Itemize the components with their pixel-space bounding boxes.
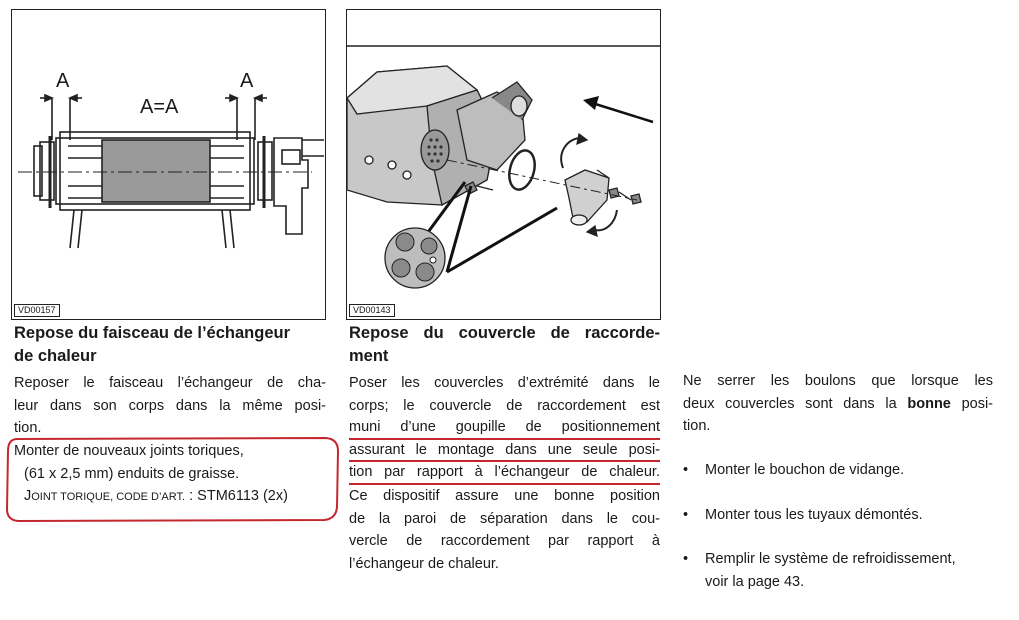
dimension-equation: A=A xyxy=(140,96,179,118)
paragraph-tightening: Ne serrer les boulons que lorsque les deux couvercles sont dans la bonne posi- tion. xyxy=(683,373,993,434)
part-reference: JOINT TORIQUE, CODE D’ART. : STM6113 (2x) xyxy=(24,488,288,504)
paragraph-cover-dispositif: Ce dispositif assure une bonne position de la paroi de séparation dans le cou- vercle de raccordement par rapport à l’échangeur de chaleur. xyxy=(349,488,660,572)
list-item: • Monter le bouchon de vidange. xyxy=(683,462,905,478)
figure-reference: VD00143 xyxy=(349,304,395,317)
dimension-label-right: A xyxy=(240,70,254,92)
dimension-label-left: A xyxy=(56,70,70,92)
paragraph-bundle-repose: Reposer le faisceau l’échangeur de cha- leur dans son corps dans la même posi- tion. xyxy=(14,375,326,436)
figure-heat-exchanger-bundle xyxy=(11,9,326,320)
section-heading-bundle: Repose du faisceau de l’échangeur de chaleur xyxy=(14,324,291,365)
heat-exchanger-drawing xyxy=(12,10,325,319)
figure-connection-cover xyxy=(346,9,661,320)
section-heading-cover: Repose du couvercle de raccorde- ment xyxy=(349,324,660,365)
list-item: • Remplir le système de refroidissement, voir la page 43. xyxy=(683,551,956,590)
connection-cover-drawing xyxy=(347,10,660,319)
paragraph-cover-repose: Poser les couvercles d’extrémité dans le corps; le couvercle de raccordement est muni d’une goupille de positionnement assurant le montage dans une seule posi- tion par rapport à l’échangeur de chaleur. xyxy=(349,372,660,485)
boxed-instructions: Monter de nouveaux joints toriques, (61 x 2,5 mm) enduits de graisse. JOINT TORIQUE, CODE D’ART. : STM6113 (2x) xyxy=(14,440,334,509)
list-item: • Monter tous les tuyaux démontés. xyxy=(683,507,923,523)
figure-reference: VD00157 xyxy=(14,304,60,317)
